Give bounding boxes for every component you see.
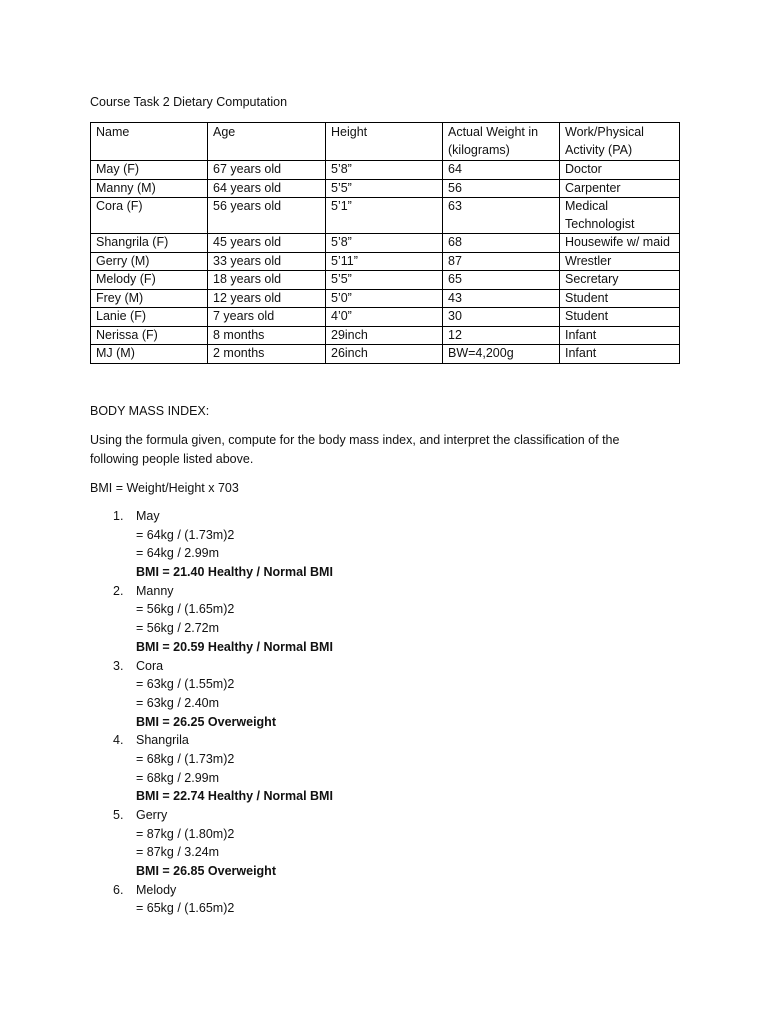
cell-name: May (F) (91, 161, 208, 180)
computation-step: = 68kg / (1.73m)2 (136, 751, 235, 766)
person-name: Manny (136, 583, 174, 598)
cell-age: 67 years old (208, 161, 326, 180)
cell-activity: Infant (560, 345, 680, 364)
header-cell-name: Name (91, 123, 208, 161)
cell-weight: 12 (443, 326, 560, 345)
cell-weight: 63 (443, 198, 560, 234)
cell-age: 8 months (208, 326, 326, 345)
cell-name: Manny (M) (91, 179, 208, 198)
cell-age: 33 years old (208, 252, 326, 271)
cell-age: 2 months (208, 345, 326, 364)
cell-weight: 87 (443, 252, 560, 271)
cell-age: 45 years old (208, 234, 326, 253)
cell-weight: 43 (443, 289, 560, 308)
person-name: Shangrila (136, 733, 189, 748)
table-row (91, 326, 680, 345)
cell-age: 56 years old (208, 198, 326, 234)
table-row (91, 252, 680, 271)
cell-age: 7 years old (208, 308, 326, 327)
dietary-table-body (91, 123, 680, 364)
computation-step: = 65kg / (1.65m)2 (136, 901, 235, 916)
bmi-formula: BMI = Weight/Height x 703 (90, 481, 239, 495)
table-row (91, 271, 680, 290)
table-header-row (91, 123, 680, 161)
cell-age: 18 years old (208, 271, 326, 290)
cell-weight: BW=4,200g (443, 345, 560, 364)
list-number: 3. (113, 658, 124, 673)
computation-step: = 87kg / (1.80m)2 (136, 826, 235, 841)
cell-activity: Doctor (560, 161, 680, 180)
cell-name: Melody (F) (91, 271, 208, 290)
computation-step: = 56kg / (1.65m)2 (136, 602, 235, 617)
dietary-table (90, 122, 680, 364)
cell-activity: Student (560, 308, 680, 327)
cell-activity: Secretary (560, 271, 680, 290)
list-number: 1. (113, 509, 124, 523)
cell-name: MJ (M) (91, 345, 208, 364)
person-name: Gerry (136, 808, 168, 822)
computation-step: = 56kg / 2.72m (136, 621, 220, 636)
cell-height: 5’8” (326, 161, 443, 180)
cell-name: Shangrila (F) (91, 234, 208, 253)
cell-activity: Wrestler (560, 252, 680, 271)
table-row (91, 234, 680, 253)
list-number: 4. (113, 733, 124, 748)
computation-step: = 63kg / (1.55m)2 (136, 677, 235, 692)
person-name: May (136, 509, 160, 523)
cell-name: Lanie (F) (91, 308, 208, 327)
cell-height: 5’1” (326, 198, 443, 234)
bmi-list-item (90, 507, 690, 582)
cell-height: 5’5” (326, 271, 443, 290)
cell-activity: Carpenter (560, 179, 680, 198)
cell-name: Gerry (M) (91, 252, 208, 271)
person-name: Melody (136, 882, 177, 897)
computation-step: = 68kg / 2.99m (136, 770, 220, 785)
cell-weight: 68 (443, 234, 560, 253)
table-row (91, 308, 680, 327)
bmi-heading: BODY MASS INDEX: (90, 404, 210, 418)
cell-activity: Student (560, 289, 680, 308)
bmi-computation-list (90, 507, 690, 918)
cell-name: Cora (F) (91, 198, 208, 234)
header-cell-age: Age (208, 123, 326, 161)
cell-height: 4’0” (326, 308, 443, 327)
computation-step: = 64kg / (1.73m)2 (136, 527, 235, 542)
person-name: Cora (136, 658, 164, 673)
cell-age: 64 years old (208, 179, 326, 198)
bmi-result: BMI = 22.74 Healthy / Normal BMI (136, 789, 333, 804)
computation-step: = 87kg / 3.24m (136, 845, 220, 860)
cell-height: 26inch (326, 345, 443, 364)
header-cell-activity: Work/Physical Activity (PA) (560, 123, 680, 161)
cell-activity: Housewife w/ maid (560, 234, 680, 253)
cell-height: 5’8” (326, 234, 443, 253)
bmi-list-item (90, 657, 690, 732)
table-row (91, 289, 680, 308)
cell-weight: 56 (443, 179, 560, 198)
bmi-result: BMI = 20.59 Healthy / Normal BMI (136, 639, 333, 654)
cell-height: 5’11” (326, 252, 443, 271)
document-title: Course Task 2 Dietary Computation (90, 95, 288, 109)
bmi-list-item (90, 582, 690, 657)
computation-step: = 63kg / 2.40m (136, 695, 220, 710)
bmi-instructions: Using the formula given, compute for the body mass index, and interpret the classification of the following people listed above. (90, 433, 620, 466)
bmi-list-item (90, 881, 690, 918)
cell-weight: 64 (443, 161, 560, 180)
cell-height: 5’0” (326, 289, 443, 308)
table-row (91, 161, 680, 180)
bmi-list-item (90, 806, 690, 881)
table-row (91, 198, 680, 234)
cell-activity: Infant (560, 326, 680, 345)
cell-age: 12 years old (208, 289, 326, 308)
table-row (91, 179, 680, 198)
header-cell-height: Height (326, 123, 443, 161)
list-number: 6. (113, 882, 124, 897)
cell-name: Frey (M) (91, 289, 208, 308)
bmi-result: BMI = 26.25 Overweight (136, 714, 276, 729)
header-cell-weight: Actual Weight in (kilograms) (443, 123, 560, 161)
cell-weight: 30 (443, 308, 560, 327)
list-number: 2. (113, 583, 124, 598)
cell-activity: Medical Technologist (560, 198, 680, 234)
bmi-result: BMI = 26.85 Overweight (136, 864, 276, 879)
bmi-list-item (90, 731, 690, 806)
computation-step: = 64kg / 2.99m (136, 546, 220, 561)
table-row (91, 345, 680, 364)
cell-weight: 65 (443, 271, 560, 290)
bmi-result: BMI = 21.40 Healthy / Normal BMI (136, 565, 333, 580)
cell-height: 29inch (326, 326, 443, 345)
list-number: 5. (113, 808, 124, 822)
cell-name: Nerissa (F) (91, 326, 208, 345)
cell-height: 5’5” (326, 179, 443, 198)
